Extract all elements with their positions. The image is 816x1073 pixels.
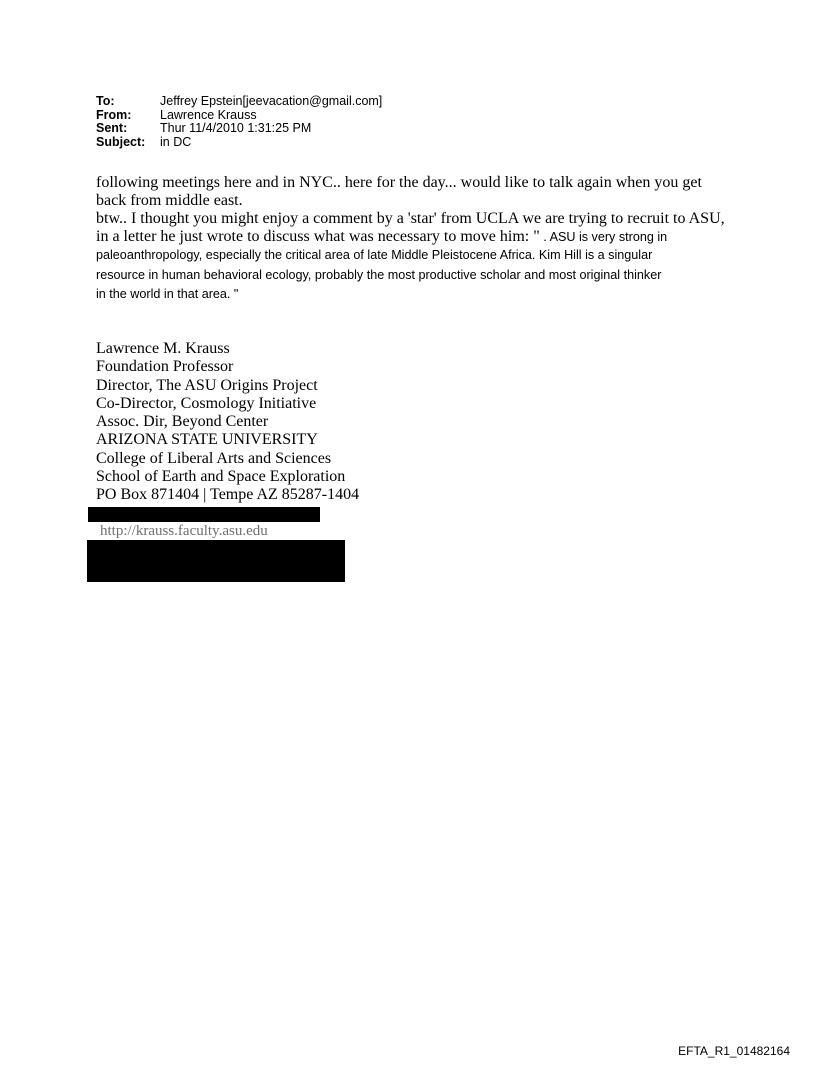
quote-line-2: resource in human behavioral ecology, probably the most productive scholar and most original thinker (96, 267, 662, 282)
signature-title-2: Director, The ASU Origins Project (96, 376, 318, 394)
subject-value: in DC (160, 134, 192, 149)
redaction-bar-1 (88, 507, 320, 522)
faculty-website-link[interactable]: http://krauss.faculty.asu.edu (100, 523, 268, 539)
body-paragraph-1: following meetings here and in NYC.. here for the day... would like to talk again when you get back from middle east. (96, 174, 702, 209)
signature-title-4: Assoc. Dir, Beyond Center (96, 413, 269, 431)
signature-title-3: Co-Director, Cosmology Initiative (96, 394, 317, 412)
subject-row (96, 136, 382, 150)
email-body (96, 174, 736, 305)
quote-line-1: paleoanthropology, especially the critical area of late Middle Pleistocene Africa. Kim Hill is a singular (96, 248, 653, 262)
signature-block (96, 340, 359, 505)
signature-school: School of Earth and Space Exploration (96, 468, 346, 486)
redaction-bar-2 (87, 540, 345, 582)
signature-name: Lawrence M. Krauss (96, 340, 230, 357)
quote-block (96, 246, 736, 305)
document-id: EFTA_R1_01482164 (678, 1044, 790, 1058)
quote-start: . ASU is very strong in (539, 230, 668, 244)
signature-college: College of Liberal Arts and Sciences (96, 449, 332, 467)
signature-title-1: Foundation Professor (96, 358, 234, 376)
from-label: From: (96, 107, 132, 122)
signature-university: ARIZONA STATE UNIVERSITY (96, 431, 318, 449)
body-paragraph-2 (96, 210, 736, 246)
to-row (96, 95, 382, 109)
signature-address: PO Box 871404 | Tempe AZ 85287-1404 (96, 486, 360, 504)
body-paragraph-2-intro: btw.. I thought you might enjoy a comment by a 'star' from UCLA we are trying to recruit to ASU, in a letter he just wrote to discuss what was necessary to move him: " (96, 210, 725, 245)
from-row (96, 109, 382, 123)
from-value: Lawrence Krauss (160, 107, 257, 122)
sent-value: Thur 11/4/2010 1:31:25 PM (160, 121, 312, 135)
to-value: Jeffrey Epstein[jeevacation@gmail.com] (160, 94, 383, 108)
quote-line-3: in the world in that area. " (96, 287, 239, 301)
sent-row (96, 122, 382, 136)
email-header (96, 95, 382, 149)
sent-label: Sent: (96, 121, 128, 135)
subject-label: Subject: (96, 134, 146, 149)
to-label: To: (96, 94, 115, 108)
